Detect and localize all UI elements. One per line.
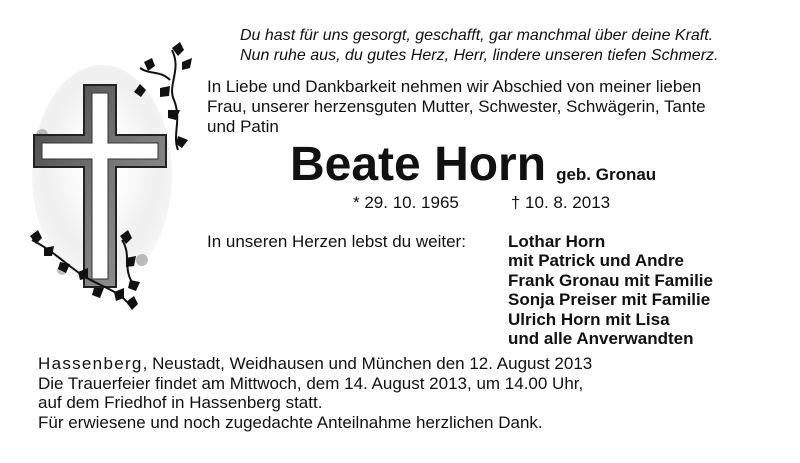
mourner-entry: Frank Gronau mit Familie <box>508 270 713 290</box>
poem-line: Du hast für uns gesorgt, geschafft, gar manchmal über deine Kraft. <box>240 27 714 44</box>
mourner-entry: mit Patrick und Andre <box>508 251 685 271</box>
intro-line: Frau, unserer herzensguten Mutter, Schwester, Schwägerin, Tante <box>207 97 706 116</box>
mourner-entry: Sonja Preiser mit Familie <box>508 290 711 310</box>
deceased-name: Beate Horn <box>290 138 547 191</box>
life-dates <box>353 193 610 213</box>
footer-text <box>38 354 592 432</box>
intro-line: In Liebe und Dankbarkeit nehmen wir Abschied von meiner lieben <box>207 77 702 96</box>
closing-line: In unseren Herzen lebst du weiter: <box>207 232 466 251</box>
place-date-line <box>38 354 592 374</box>
thanks-line: Für erwiesene und noch zugedachte Anteilnahme herzlichen Dank. <box>38 412 543 432</box>
mourner-entry: Lothar Horn <box>508 232 606 251</box>
cross-with-ivy-icon <box>22 40 202 320</box>
mourner-entry: und alle Anverwandten <box>508 329 694 349</box>
maiden-name: geb. Gronau <box>556 165 657 184</box>
death-date: † 10. 8. 2013 <box>510 193 611 212</box>
poem-line: Nun ruhe aus, du gutes Herz, Herr, lindere unseren tiefen Schmerz. <box>240 47 719 64</box>
service-line: Die Trauerfeier findet am Mittwoch, dem 14. August 2013, um 14.00 Uhr, <box>38 373 584 393</box>
mourner-entry: Ulrich Horn mit Lisa <box>508 309 670 329</box>
mourners-list <box>508 232 713 348</box>
intro-line: und Patin <box>207 117 279 136</box>
intro-text <box>207 77 787 137</box>
birth-date: * 29. 10. 1965 <box>353 193 459 212</box>
place-rest: , Neustadt, Weidhausen und München den 12. August 2013 <box>142 354 593 373</box>
poem-verse <box>240 26 780 66</box>
place-name: Hassenberg <box>38 354 143 373</box>
deceased-name-row <box>290 138 657 191</box>
service-line: auf dem Friedhof in Hassenberg statt. <box>38 393 323 413</box>
